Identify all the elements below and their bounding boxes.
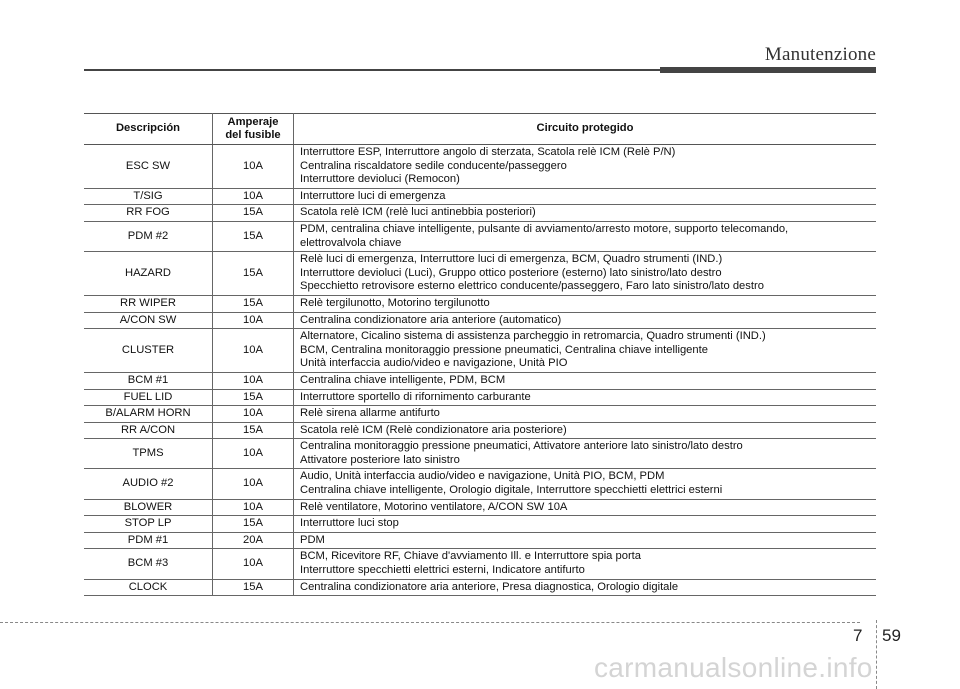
chapter-number: 7 (853, 626, 863, 645)
fuse-circuit-line: Relè sirena allarme antifurto (300, 407, 440, 420)
page-number: 59 (882, 626, 901, 645)
fuse-circuit-line: Interruttore ESP, Interruttore angolo di sterzata, Scatola relè ICM (Relè P/N) (300, 146, 676, 158)
table-row (84, 372, 876, 389)
fuse-amperage: 10A (213, 439, 294, 469)
fuse-circuit-line: Interruttore luci stop (300, 517, 399, 530)
fuse-circuit (294, 329, 877, 373)
fuse-circuit (294, 188, 877, 205)
table-row (84, 422, 876, 439)
table-row (84, 205, 876, 222)
fuse-amperage: 10A (213, 145, 294, 189)
fuse-description: AUDIO #2 (84, 469, 213, 499)
fuse-amperage: 15A (213, 221, 294, 251)
fuse-circuit-line: Interruttore devioluci (Luci), Gruppo ottico posteriore (esterno) lato sinistro/lato destro (300, 266, 722, 279)
table-row (84, 469, 876, 499)
fuse-amperage: 10A (213, 549, 294, 579)
fuse-description: CLOCK (84, 579, 213, 596)
table-row (84, 312, 876, 329)
table-row (84, 516, 876, 533)
fuse-circuit (294, 549, 877, 579)
fuse-circuit (294, 205, 877, 222)
fuse-description: BCM #1 (84, 372, 213, 389)
fuse-circuit-line: Interruttore luci di emergenza (300, 189, 446, 202)
table-row (84, 406, 876, 423)
column-header-amperage-line2: del fusible (225, 129, 281, 141)
fuse-description: PDM #2 (84, 221, 213, 251)
fuse-amperage: 15A (213, 252, 294, 296)
fuse-circuit (294, 372, 877, 389)
fuse-circuit (294, 221, 877, 251)
fuse-circuit (294, 422, 877, 439)
fuse-circuit (294, 579, 877, 596)
fuse-circuit-line: Interruttore devioluci (Remocon) (300, 173, 460, 186)
fuse-description: BCM #3 (84, 549, 213, 579)
fuse-circuit-line: Scatola relè ICM (Relè condizionatore aria posteriore) (300, 423, 567, 436)
fuse-circuit-line: elettrovalvola chiave (300, 236, 402, 249)
watermark: carmanualsonline.info (594, 652, 873, 683)
fuse-circuit-line: BCM, Ricevitore RF, Chiave d'avviamento Ill. e Interruttore spia porta (300, 550, 642, 563)
fuse-amperage: 15A (213, 205, 294, 222)
header-rule-accent (660, 67, 876, 73)
header-rule (84, 69, 664, 71)
fuse-amperage: 10A (213, 329, 294, 373)
fuse-circuit-line: Unità interfaccia audio/video e navigazione, Unità PIO (300, 357, 568, 370)
table-header-row (84, 114, 876, 145)
fuse-circuit (294, 439, 877, 469)
fuse-amperage: 10A (213, 188, 294, 205)
fuse-description: STOP LP (84, 516, 213, 533)
table-row (84, 252, 876, 296)
fuse-amperage: 15A (213, 295, 294, 312)
column-header-amperage-line1: Amperaje (227, 115, 279, 128)
fuse-circuit (294, 312, 877, 329)
fuse-circuit-line: Alternatore, Cicalino sistema di assistenza parcheggio in retromarcia, Quadro strumenti (IND.) (300, 330, 766, 343)
fuse-circuit-line: Centralina condizionatore aria anteriore, Presa diagnostica, Orologio digitale (300, 580, 679, 593)
fuse-circuit-line: Relè ventilatore, Motorino ventilatore, A/CON SW 10A (300, 500, 568, 513)
fuse-description: RR FOG (84, 205, 213, 222)
table-row (84, 389, 876, 406)
fuse-description: A/CON SW (84, 312, 213, 329)
fuse-description: RR A/CON (84, 422, 213, 439)
fuse-amperage: 10A (213, 312, 294, 329)
table-row (84, 329, 876, 373)
fuse-amperage: 15A (213, 516, 294, 533)
table-row (84, 499, 876, 516)
fuse-circuit-line: Centralina monitoraggio pressione pneumatici, Attivatore anteriore lato sinistro/lato destro (300, 440, 743, 453)
section-title: Manutenzione (764, 44, 876, 65)
fuse-circuit (294, 252, 877, 296)
fuse-circuit-line: PDM, centralina chiave intelligente, pulsante di avviamento/arresto motore, supporto telecomando, (300, 222, 789, 235)
fuse-description: CLUSTER (84, 329, 213, 373)
fuse-circuit-line: Interruttore sportello di rifornimento carburante (300, 390, 531, 403)
fuse-amperage: 10A (213, 499, 294, 516)
fuse-description: T/SIG (84, 188, 213, 205)
table-row (84, 532, 876, 549)
fuse-circuit-line: Specchietto retrovisore esterno elettrico conducente/passeggero, Faro lato sinistro/lato destro (300, 280, 764, 293)
fuse-table-body (84, 145, 876, 596)
fuse-amperage: 15A (213, 579, 294, 596)
fuse-circuit (294, 295, 877, 312)
footer-divider (876, 620, 877, 689)
table-row (84, 549, 876, 579)
table-row (84, 579, 876, 596)
fuse-circuit-line: BCM, Centralina monitoraggio pressione pneumatici, Centralina chiave intelligente (300, 343, 708, 356)
fuse-circuit-line: PDM (300, 533, 325, 546)
fuse-description: PDM #1 (84, 532, 213, 549)
fuse-description: B/ALARM HORN (84, 406, 213, 423)
fuse-circuit (294, 499, 877, 516)
fuse-description: HAZARD (84, 252, 213, 296)
fuse-circuit-line: Attivatore posteriore lato sinistro (300, 453, 460, 466)
fuse-circuit-line: Interruttore specchietti elettrici esterni, Indicatore antifurto (300, 564, 585, 577)
fuse-description: FUEL LID (84, 389, 213, 406)
fuse-amperage: 15A (213, 422, 294, 439)
fuse-circuit-line: Relè tergilunotto, Motorino tergilunotto (300, 296, 490, 309)
fuse-table (84, 113, 876, 596)
table-row (84, 439, 876, 469)
fuse-amperage: 15A (213, 389, 294, 406)
fuse-circuit-line: Centralina riscaldatore sedile conducente/passeggero (300, 159, 567, 172)
fuse-circuit (294, 532, 877, 549)
fuse-description: ESC SW (84, 145, 213, 189)
column-header-description: Descripción (84, 114, 213, 145)
table-row (84, 145, 876, 189)
table-row (84, 188, 876, 205)
fuse-circuit-line: Centralina chiave intelligente, Orologio digitale, Interruttore specchietti elettrici esterni (300, 484, 723, 497)
fuse-circuit (294, 516, 877, 533)
fuse-amperage: 20A (213, 532, 294, 549)
column-header-circuit: Circuito protegido (294, 114, 877, 145)
fuse-description: TPMS (84, 439, 213, 469)
fuse-circuit-line: Scatola relè ICM (relè luci antinebbia posteriori) (300, 206, 536, 219)
fuse-amperage: 10A (213, 372, 294, 389)
fuse-amperage: 10A (213, 469, 294, 499)
fuse-amperage: 10A (213, 406, 294, 423)
column-header-amperage (213, 114, 294, 145)
footer-rule (0, 622, 860, 623)
fuse-description: RR WIPER (84, 295, 213, 312)
table-row (84, 295, 876, 312)
table-row (84, 221, 876, 251)
fuse-circuit-line: Relè luci di emergenza, Interruttore luci di emergenza, BCM, Quadro strumenti (IND.) (300, 253, 723, 266)
fuse-circuit-line: Centralina chiave intelligente, PDM, BCM (300, 373, 506, 386)
fuse-description: BLOWER (84, 499, 213, 516)
fuse-circuit (294, 145, 877, 189)
fuse-circuit (294, 406, 877, 423)
fuse-circuit (294, 469, 877, 499)
fuse-circuit-line: Centralina condizionatore aria anteriore (automatico) (300, 313, 562, 326)
fuse-circuit (294, 389, 877, 406)
fuse-circuit-line: Audio, Unità interfaccia audio/video e navigazione, Unità PIO, BCM, PDM (300, 470, 665, 483)
